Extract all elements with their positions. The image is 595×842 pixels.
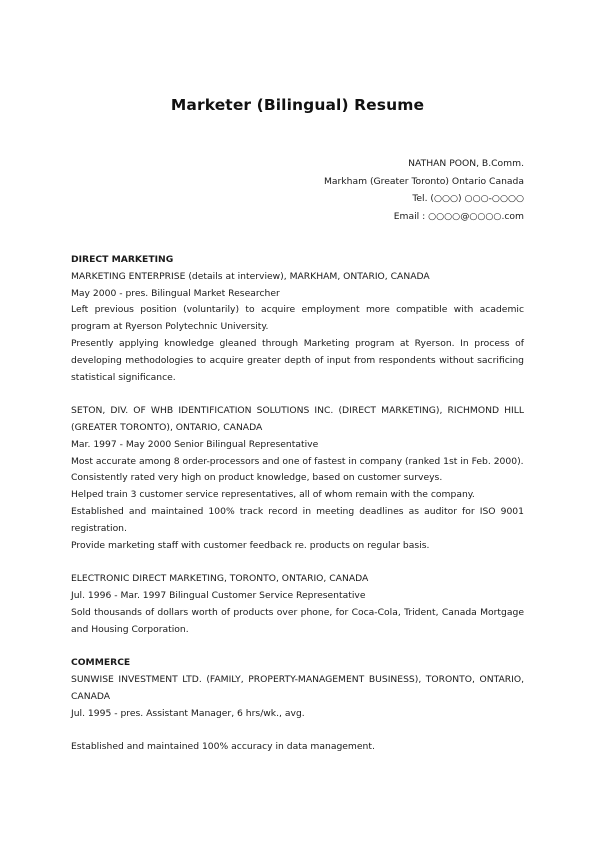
section-heading-direct-marketing: DIRECT MARKETING	[71, 254, 174, 265]
job-employer: SUNWISE INVESTMENT LTD. (FAMILY, PROPERTY-MANAGEMENT BUSINESS), TORONTO, ONTARIO, CANADA	[71, 673, 524, 702]
job-detail: Established and maintained 100% accuracy in data management.	[71, 741, 375, 753]
job-detail: Left previous position (voluntarily) to acquire employment more compatible with academic program at Ryerson Polytechnic University.	[71, 304, 524, 333]
job-detail: Sold thousands of dollars worth of products over phone, for Coca-Cola, Trident, Canada Mortgage and Housing Corporation.	[71, 606, 524, 635]
section-spacer	[71, 386, 524, 403]
contact-location: Markham (Greater Toronto) Ontario Canada	[323, 175, 524, 187]
section-spacer	[71, 554, 524, 571]
job-detail: Helped train 3 customer service representatives, all of whom remain with the company.	[71, 489, 475, 501]
section-spacer	[71, 722, 524, 739]
job-detail: Provide marketing staff with customer feedback re. products on regular basis.	[71, 539, 430, 551]
job-detail: Established and maintained 100% track record in meeting deadlines as auditor for ISO 9001 registration.	[71, 505, 524, 534]
page-title: Marketer (Bilingual) Resume	[170, 96, 425, 114]
job-employer: SETON, DIV. OF WHB IDENTIFICATION SOLUTIONS INC. (DIRECT MARKETING), RICHMOND HILL (GREATER TORONTO), ONTARIO, CANADA	[71, 405, 524, 433]
contact-name: NATHAN POON, B.Comm.	[408, 158, 524, 169]
section-spacer	[71, 638, 524, 655]
job-position: May 2000 - pres. Bilingual Market Researcher	[71, 287, 280, 299]
contact-block	[324, 155, 524, 225]
contact-email: Email : ○○○○@○○○○.com	[393, 210, 524, 222]
job-position: Jul. 1995 - pres. Assistant Manager, 6 hrs/wk., avg.	[71, 707, 305, 719]
job-employer: MARKETING ENTERPRISE (details at interview), MARKHAM, ONTARIO, CANADA	[71, 270, 430, 282]
job-employer: ELECTRONIC DIRECT MARKETING, TORONTO, ONTARIO, CANADA	[71, 573, 369, 585]
contact-phone: Tel. (○○○) ○○○-○○○○	[412, 193, 524, 204]
section-heading-commerce: COMMERCE	[71, 657, 131, 669]
resume-body	[71, 252, 524, 756]
job-detail: Consistently rated very high on product knowledge, based on customer surveys.	[71, 472, 443, 484]
job-position: Jul. 1996 - Mar. 1997 Bilingual Customer Service Representative	[71, 589, 366, 601]
job-position: Mar. 1997 - May 2000 Senior Bilingual Representative	[71, 438, 319, 450]
job-detail: Most accurate among 8 order-processors and one of fastest in company (ranked 1st in Feb. 2000).	[71, 455, 524, 467]
job-detail: Presently applying knowledge gleaned through Marketing program at Ryerson. In process of developing methodologies to acquire greater depth of input from respondents without sacrificing statistical significance.	[71, 337, 524, 383]
